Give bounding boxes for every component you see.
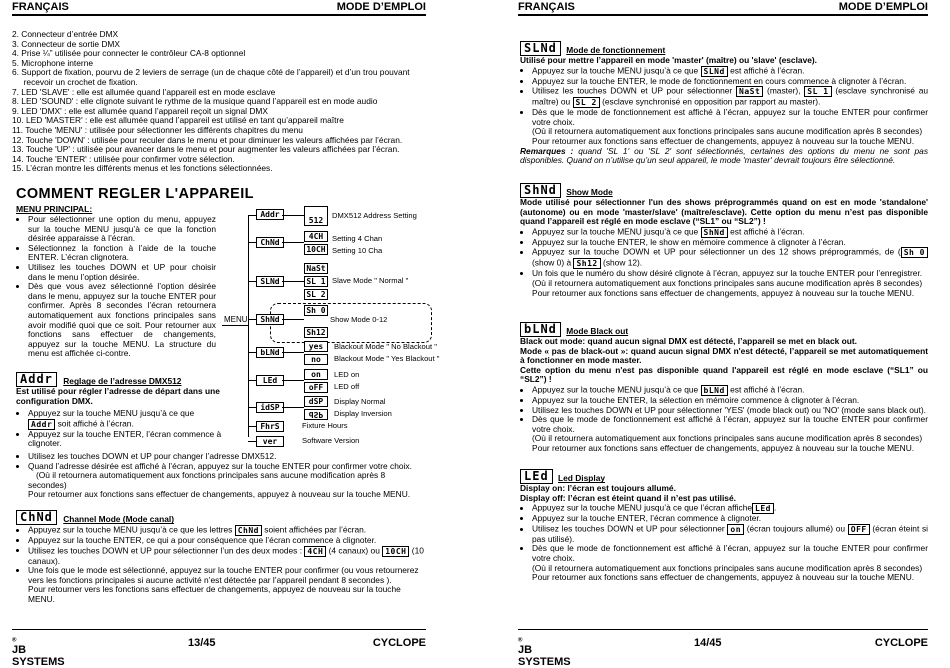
text: (écran éteint si pas utilisé). (532, 523, 929, 544)
text: est affiché à l’écran. (730, 384, 805, 395)
diagram-label: Blackout Mode " No Blackout " (334, 342, 437, 351)
text: (show (532, 258, 555, 269)
text: JB SYSTEMS (518, 644, 571, 668)
text: 0) à (556, 258, 572, 269)
channel-title: Channel Mode (Mode canal) (63, 514, 174, 525)
lcd-chnd-inline: ChNd (235, 525, 262, 536)
list-item: recevoir un crochet de fixation. (12, 76, 138, 87)
led-heading (520, 469, 928, 484)
text: (master), (767, 85, 801, 96)
lcd-sl2: SL 2 (304, 289, 328, 300)
lcd-sl1: SL 1 (304, 276, 328, 287)
text: Pour retourner aux fonctions sans effectuer de changements, appuyez à nouveau sur la touche MENU. (532, 442, 915, 453)
lcd-sl2-inline: SL 2 (573, 97, 600, 108)
list-item (28, 546, 426, 567)
lcd-fhrs: FhrS (256, 421, 284, 432)
text: (Où il retournera automatiquement aux fonctions principales sans aucune modification après 8 secondes) (532, 562, 923, 573)
text: Dès que le mode de fonctionnement est affiché à l’écran, appuyez sur la touche ENTER pour confirmer votre choix. (532, 107, 928, 127)
list-item: 13. Touche 'UP' : utilisée pour avancer dans le menu et pour augmenter les valeurs affichées par l’écran. (12, 144, 400, 155)
lcd-addr: Addr (256, 209, 284, 220)
led-title: Led Display (558, 473, 606, 484)
diagram-label: DMX512 Address Setting (332, 211, 417, 220)
text: Quand l’adresse désirée est affiché à l’écran, appuyez sur la touche ENTER pour confirmer votre choix. (28, 460, 412, 471)
text: JB SYSTEMS (12, 644, 65, 668)
text: Pour retourner aux fonctions sans effectuer de changements, appuyez à nouveau sur la touche MENU. (28, 489, 411, 500)
slave-remark (520, 147, 928, 166)
page-footer (518, 629, 928, 668)
text: Appuyez sur la touche MENU jusqu’à ce que (28, 408, 195, 418)
list-item: • Utilisez les touches DOWN et UP pour sélectionner 'YES' (mode black out) ou 'NO' (mode sans black out). (532, 406, 928, 416)
text: (Où il retournera automatiquement aux fonctions principales sans aucune modification après 8 secondes) (532, 277, 923, 288)
list-item: 7. LED 'SLAVE' : elle est allumée quand l’appareil est en mode esclave (12, 86, 276, 97)
text: ® (12, 637, 17, 644)
list-item: • Appuyez sur la touche ENTER, le show en mémoire commence à clignoter à l’écran. (532, 238, 928, 248)
text: (Où il retournera automatiquement aux fonctions principales sans aucune modification après 8 secondes) (28, 470, 386, 490)
menu-principal-heading: MENU PRINCIPAL: (16, 204, 93, 214)
page-left (12, 0, 440, 668)
diagram-label: LED off (334, 382, 360, 391)
list-item: 4. Prise ¼” utilisée pour connecter le contrôleur CA-8 optionnel (12, 48, 246, 59)
diagram-label: Slave Mode " Normal " (332, 276, 409, 285)
text: est affiché à l’écran. (730, 65, 805, 76)
diagram-label: Display Inversion (334, 409, 392, 418)
lcd-blnd: bLNd (256, 347, 284, 358)
text: (esclave synchronisé en opposition par rapport au master). (602, 96, 821, 107)
addr-section (16, 372, 226, 406)
list-item (28, 566, 426, 604)
lcd-addr-value: 512 (304, 206, 328, 226)
lcd-led: LEd (256, 375, 284, 386)
list-item: 2. Connecteur d’entrée DMX (12, 29, 119, 39)
diagram-label: Software Version (302, 436, 360, 445)
list-item: • Dès que vous avez sélectionné l’option désirée dans le menu, appuyez sur la touche ENTER pour confirmer. Après 8 secondes l’écran retournera automatiquement aux fonctions principales sans avoir modifié quoi que ce soit. Pour retourner aux fonctions sans effectuer de changements, appuyez sur la touche MENU. La structure du menu est affichée ci-contre. (28, 282, 216, 359)
blackout-heading (520, 322, 928, 337)
channel-heading (16, 510, 426, 525)
text: . (774, 502, 777, 513)
header-language: FRANÇAIS (518, 1, 575, 13)
blackout-intro-1: Black out mode: quand aucun signal DMX est détecté, l’appareil se met en black out. (520, 336, 857, 346)
footer-brand (12, 637, 65, 668)
diagram-label: Display Normal (334, 397, 386, 406)
list-item: 11. Touche 'MENU' : utilisée pour sélectionner les différents chapitres du menu (12, 124, 303, 135)
text: Dès que le mode de fonctionnement est affiché à l’écran, appuyez sur la touche ENTER pour confirmer votre choix. (532, 543, 928, 563)
lcd-blnd-icon: bLNd (520, 322, 561, 337)
addr-bullets (16, 409, 228, 449)
lcd-ver: ver (256, 436, 284, 447)
slave-title: Mode de fonctionnement (566, 45, 666, 56)
lcd-shnd-icon: ShNd (520, 183, 561, 198)
list-item (532, 269, 928, 298)
addr-title: Reglage de l’adresse DMX512 (63, 376, 182, 387)
lcd-off: oFF (304, 382, 328, 393)
text: (show 12). (603, 258, 643, 269)
text: Utilisez les touches DOWN et UP pour sélectionner (532, 85, 733, 96)
lcd-idsp: idSP (256, 402, 284, 413)
text: Une fois que le mode est sélectionné, appuyez sur la touche ENTER pour confirmer (ou vous retournerez vers les fonctions principales si aucune activité n’est détectée par l’appareil pendant 8 secondes ). (28, 565, 419, 585)
list-item: 9. LED 'DMX' : elle est allumée quand l’appareil reçoit un signal DMX (12, 105, 268, 116)
text: (esclave synchronisé au (835, 85, 929, 96)
lcd-shnd-inline: ShNd (701, 227, 728, 238)
list-item (532, 247, 928, 269)
diagram-label: Setting 10 Cha (332, 246, 383, 255)
lcd-slnd-icon: SLNd (520, 41, 561, 56)
lcd-shnd: ShNd (256, 314, 284, 325)
lcd-on-inline: on (727, 524, 744, 535)
list-item: 14. Touche 'ENTER' : utilisée pour confirmer votre sélection. (12, 153, 235, 164)
lcd-led-icon: LEd (520, 469, 553, 484)
slave-section (520, 41, 928, 166)
lcd-mast-inline: NaSt (736, 86, 763, 97)
show-section (520, 183, 928, 298)
section-title: COMMENT REGLER L'APPAREIL (16, 186, 254, 202)
text: Remarques : (520, 145, 574, 156)
slave-heading (520, 41, 928, 56)
blackout-section (520, 322, 928, 454)
footer-page-number: 14/45 (694, 637, 722, 649)
list-item: 10. LED 'MASTER' : elle est allumée quand l’appareil est utilisé en tant qu’appareil maître (12, 115, 344, 126)
component-list (12, 30, 426, 174)
list-item (28, 409, 228, 430)
text: soit affiché à l’écran. (57, 418, 134, 429)
text: Pour retourner aux fonctions sans effectuer de changements, appuyez à nouveau sur la touche MENU. (532, 287, 915, 298)
lcd-4ch: 4CH (304, 231, 328, 242)
list-item: 8. LED 'SOUND' : elle clignote suivant le rythme de la musique quand l’appareil est en mode audio (12, 96, 378, 107)
lcd-chnd-icon: ChNd (16, 510, 57, 525)
lcd-addr-inline: Addr (28, 419, 55, 430)
diagram-menu-label: MENU (224, 315, 248, 324)
diagram-label: LED on (334, 370, 360, 379)
lcd-blnd-inline: bLNd (701, 385, 728, 396)
list-item (532, 544, 928, 582)
list-item: • Appuyez sur la touche ENTER, l’écran commence à clignoter. (28, 430, 228, 449)
lcd-on: on (304, 369, 328, 380)
led-section (520, 469, 928, 583)
page-header (12, 0, 426, 16)
header-title: MODE D’EMPLOI (838, 1, 928, 13)
lcd-4ch-inline: 4CH (304, 546, 326, 557)
list-item: 15. L’écran montre les différents menus et les fonctions sélectionnées. (12, 163, 273, 174)
lcd-led-inline: LEd (752, 503, 774, 514)
text: (Où il retournera automatiquement aux fonctions principales sans aucune modification après 8 secondes) (532, 433, 923, 444)
text: Appuyez sur la touche MENU jusqu’à ce que (532, 226, 699, 237)
footer-model: CYCLOPE (874, 637, 928, 649)
show-title: Show Mode (566, 187, 613, 198)
text: (écran toujours allumé) ou (746, 523, 846, 534)
list-item (532, 415, 928, 453)
addr-bullets-cont (16, 452, 426, 500)
list-item (532, 86, 928, 108)
text: Appuyez sur la touche MENU jusqu’à ce que (532, 65, 699, 76)
lcd-slnd-inline: SLNd (701, 66, 728, 77)
header-language: FRANÇAIS (12, 1, 69, 13)
list-item: 12. Touche 'DOWN' : utilisée pour reculer dans le menu et pour diminuer les valeurs affichées par l’écran. (12, 134, 403, 145)
list-item (28, 462, 426, 500)
text: (10 canaux). (28, 545, 424, 566)
blackout-intro-2: Mode « pas de black-out »: quand aucun signal DMX n'est détecté, l’appareil se met automatiquement à fonctionner en mode master. (520, 345, 928, 366)
show-intro: Mode utilisé pour sélectionner l'un des shows préprogrammés quand on est en mode 'standalone' (autonome) ou en mode 'master/slave' (maître/esclave). Cette option du menu n’est pas disponible quand l’appareil est réglé en mode esclave (“SL1” ou “SL2”) ! (520, 197, 928, 227)
lcd-sl1-inline: SL 1 (804, 86, 831, 97)
list-item: 3. Connecteur de sortie DMX (12, 38, 120, 49)
footer-brand (518, 637, 571, 668)
text: soient affichées par l’écran. (264, 524, 367, 535)
footer-model: CYCLOPE (372, 637, 426, 649)
led-intro-1: Display on: l’écran est toujours allumé. (520, 483, 676, 493)
list-item: 5. Microphone interne (12, 57, 94, 68)
page-right (518, 0, 929, 668)
text: Appuyez sur la touche MENU jusqu’à ce que l’écran affiche (532, 502, 753, 513)
text: Appuyez sur la touche MENU jusqu’à ce que (532, 384, 699, 395)
text: (Où il retournera automatiquement aux fonctions principales sans aucune modification après 8 secondes) (532, 126, 923, 137)
addr-heading (16, 372, 226, 387)
list-item: • Appuyez sur la touche ENTER, la sélection en mémoire commence à clignoter à l’écran. (532, 396, 928, 406)
header-title: MODE D’EMPLOI (336, 1, 426, 13)
menu-structure-diagram (222, 205, 440, 450)
slave-intro: Utilisé pour mettre l’appareil en mode 'master' (maître) ou 'slave' (esclave). (520, 55, 818, 65)
page-header (518, 0, 928, 16)
list-item: • Utilisez les touches DOWN et UP pour changer l’adresse DMX512. (28, 452, 426, 462)
text: Appuyez sur la touche DOWN et UP pour sélectionner un des 12 shows préprogrammés, de ( (532, 247, 901, 258)
footer-page-number: 13/45 (188, 637, 216, 649)
lcd-sh0: Sh 0 (304, 305, 328, 316)
lcd-sh0-inline: Sh 0 (901, 247, 928, 258)
menu-principal-bullets (16, 215, 216, 359)
diagram-label: Blackout Mode " Yes Blackout " (334, 354, 440, 363)
text: maître) ou (532, 96, 571, 107)
list-item (532, 66, 928, 77)
lcd-dsp-inverted: dSP (304, 409, 328, 420)
lcd-dsp-normal: dSP (304, 396, 328, 407)
list-item: • Appuyez sur la touche ENTER, l’écran commence à clignoter. (532, 514, 928, 524)
lcd-chnd: ChNd (256, 237, 284, 248)
lcd-10ch-inline: 10CH (382, 546, 409, 557)
lcd-slnd: SLNd (256, 276, 284, 287)
lcd-yes: yes (304, 341, 328, 352)
text: est affiché à l’écran. (730, 226, 805, 237)
blackout-intro-3: Cette option du menu n'est pas disponible quand l'appareil est réglé en mode esclave (“SL1” ou “SL2”) ! (520, 364, 928, 385)
list-item: • Sélectionnez la fonction à l’aide de la touche ENTER. L’écran clignotera. (28, 244, 216, 263)
blackout-title: Mode Black out (566, 326, 629, 337)
show-heading (520, 183, 928, 198)
list-item (532, 108, 928, 146)
text: quand 'SL 1' ou 'SL 2' sont sélectionnés, certaines des options du menu ne sont pas disponibles. Quand on n’utilise qu’un seul appareil, le mode 'master' devrait toujours être sélectionné. (520, 145, 929, 166)
text: Utilisez les touches DOWN et UP pour sélectionner l’un des deux modes : (28, 545, 303, 556)
diagram-label: Show Mode 0-12 (330, 315, 388, 324)
text: Utilisez les touches DOWN et UP pour sélectionner (532, 523, 725, 534)
lcd-10ch: 10CH (304, 244, 328, 255)
list-item: • Pour sélectionner une option du menu, appuyez sur la touche MENU jusqu’à ce que la fonction désirée apparaisse à l’écran. (28, 215, 216, 244)
text: Appuyez sur la touche MENU jusqu’à ce que les lettres (28, 524, 233, 535)
list-item: • Appuyez sur la touche ENTER, le mode de fonctionnement en cours commence à clignoter à l’écran. (532, 77, 928, 87)
text: Pour retourner vers les fonctions sans effectuer de changements, appuyez de nouveau sur la touche MENU. (28, 584, 401, 604)
lcd-off-inline: OFF (848, 524, 870, 535)
page-footer (12, 629, 426, 668)
diagram-label: Fixture Hours (302, 421, 348, 430)
lcd-no: no (304, 354, 328, 365)
text: Pour retourner aux fonctions sans effectuer de changements, appuyez à nouveau sur la touche MENU. (532, 572, 915, 583)
text: Dès que le mode de fonctionnement est affiché à l’écran, appuyez sur la touche ENTER pour confirmer votre choix. (532, 414, 928, 434)
text: Pour retourner aux fonctions sans effectuer de changements, appuyez à nouveau sur la touche MENU. (532, 135, 915, 146)
list-item: • Appuyez sur la touche ENTER, ce qui a pour conséquence que l’écran commence à clignoter. (28, 536, 426, 546)
lcd-sh12: Sh12 (304, 327, 328, 338)
list-item: 6. Support de fixation, pourvu de 2 leviers de serrage (un de chaque côté de l’appareil) et d’un trou pouvant (12, 67, 410, 78)
list-item: • Utilisez les touches DOWN et UP pour choisir dans le menu l’option désirée. (28, 263, 216, 282)
lcd-mast: NaSt (304, 263, 328, 274)
text: (4 canaux) ou (328, 545, 380, 556)
lcd-sh12-inline: Sh12 (573, 258, 600, 269)
list-item (532, 524, 928, 545)
text: Un fois que le numéro du show désiré clignote à l’écran, appuyez sur la touche ENTER pour l’enregistrer. (532, 268, 923, 279)
diagram-label: Setting 4 Chan (332, 234, 383, 243)
channel-section (16, 510, 426, 605)
lcd-addr-icon: Addr (16, 372, 57, 387)
text: ® (518, 637, 523, 644)
led-intro-2: Display off: l’écran est éteint quand il n’est pas utilisé. (520, 492, 736, 503)
addr-intro: Est utilisé pour régler l’adresse de départ dans une configuration DMX. (16, 386, 220, 406)
